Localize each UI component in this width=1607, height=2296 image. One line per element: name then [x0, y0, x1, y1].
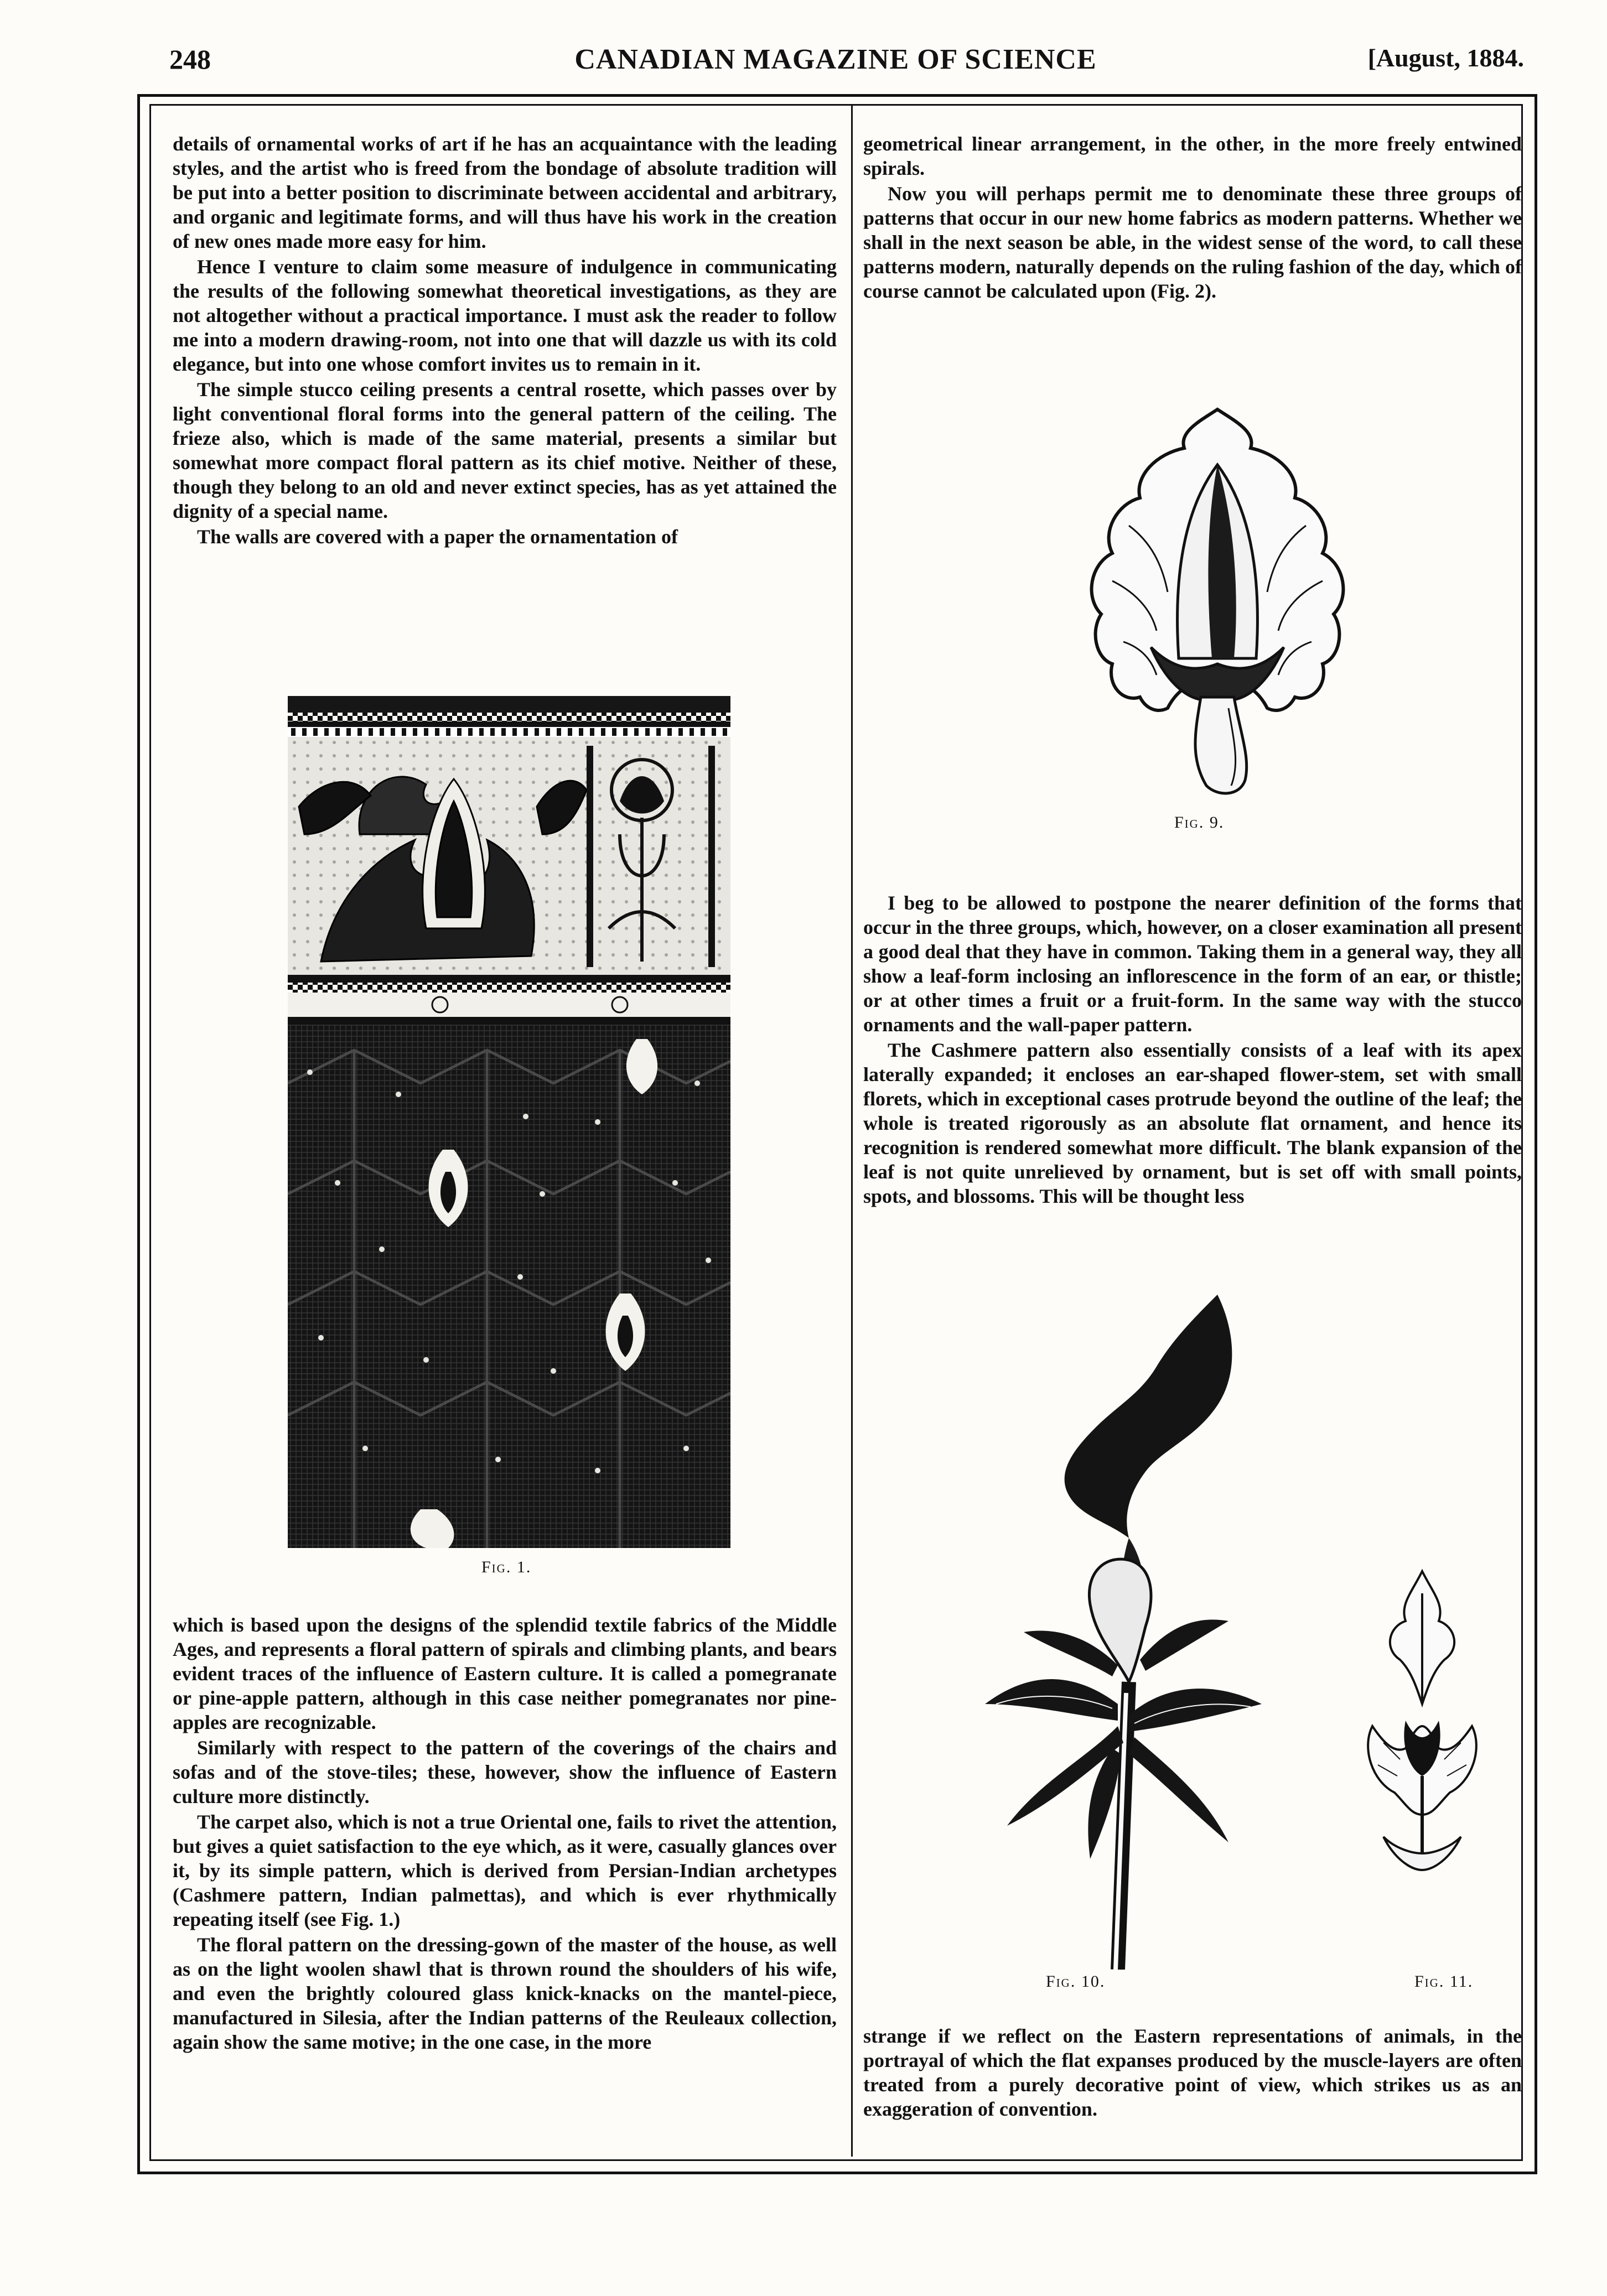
figure-10-caption: Fig. 10. [1046, 1972, 1106, 1991]
left-column-bottom-text [173, 1613, 837, 2054]
figure-11-ornament-illustration [1350, 1560, 1494, 1959]
right-column-bottom-text [863, 2024, 1522, 2121]
right-column-top-text [863, 132, 1522, 303]
right-column-middle-text [863, 891, 1522, 1208]
figure-10-plant-illustration [908, 1284, 1273, 1970]
paragraph: The Cashmere pattern also essentially consists of a leaf with its apex laterally expanded; it encloses an ear-shaped flower-stem, set with small florets, which in exceptional cases protrude beyond the outline of the leaf; the whole is treated rigorously as an absolute flat ornament, and hence its recognition is rendered somewhat more difficult. The blank expansion of the leaf is not quite unrelieved by ornament, but is set off with small points, spots, and blossoms. This will be thought less [863, 1039, 1522, 1207]
left-column-top-text [173, 132, 837, 549]
figure-1-caption: Fig. 1. [481, 1558, 532, 1576]
paragraph: The floral pattern on the dressing-gown of the master of the house, as well as on the light woolen shawl that is thrown round the shoulders of his wife, and even the brightly coloured glass knick-knacks on the mantel-piece, manufactured in Silesia, after the Indian patterns of the Reuleaux collection, again show the same motive; in the one case, in the more [173, 1934, 837, 2053]
paragraph: Hence I venture to claim some measure of indulgence in communicating the results of the following somewhat theoretical investigations, as they are not altogether without a practical importance. I must ask the reader to follow me into a modern drawing-room, not into one that will dazzle us with its cold elegance, but into one whose comfort invites us to remain in it. [173, 256, 837, 375]
figure-1-wallpaper-illustration [288, 696, 730, 1548]
paragraph: Similarly with respect to the pattern of the coverings of the chairs and sofas and of the stove-tiles; these, however, show the influence of Eastern culture more distinctly. [173, 1737, 837, 1807]
paragraph: The simple stucco ceiling presents a central rosette, which passes over by light conventional floral forms into the general pattern of the ceiling. The frieze also, which is made of the same material, presents a similar but somewhat more compact floral pattern as its chief motive. Neither of these, though they belong to an old and never extinct species, has as yet attained the dignity of a special name. [173, 378, 837, 522]
paragraph: which is based upon the designs of the splendid textile fabrics of the Middle Ages, and represents a floral pattern of spirals and climbing plants, and bears evident traces of the influence of Eastern culture. It is called a pomegranate or pine-apple pattern, although in this case neither pomegranates nor pine-apples are recognizable. [173, 1614, 837, 1733]
paragraph: strange if we reflect on the Eastern representations of animals, in the portrayal of which the flat expanses produced by the muscle-layers are often treated from a purely decorative point of view, which strikes us as an exaggeration of convention. [863, 2025, 1522, 2120]
paragraph: The carpet also, which is not a true Oriental one, fails to rivet the attention, but gives a quiet satisfaction to the eye which, as it were, casually glances over it, by its simple pattern, which is derived from Persian-Indian archetypes (Cashmere pattern, Indian palmettas), and which is ever rhythmically repeating itself (see Fig. 1.) [173, 1811, 837, 1930]
paragraph: details of ornamental works of art if he has an acquaintance with the leading styles, and the artist who is freed from the bondage of absolute tradition will be put into a better position to discriminate between accidental and arbitrary, and organic and legitimate forms, and will thus have his work in the creation of new ones made more easy for him. [173, 133, 837, 252]
figure-11-caption: Fig. 11. [1414, 1972, 1474, 1991]
journal-title: CANADIAN MAGAZINE OF SCIENCE [574, 44, 1097, 75]
page-number: 248 [169, 44, 211, 75]
paragraph: geometrical linear arrangement, in the other, in the more freely entwined spirals. [863, 133, 1522, 179]
paragraph: I beg to be allowed to postpone the nearer definition of the forms that occur in the three groups, which, however, on a closer examination all present a good deal that they have in common. Taking them in a general way, they all show a leaf-form inclosing an inflorescence in the form of an ear, or thistle; or at other times a fruit or a fruit-form. In the same way with the stucco ornaments and the wall-paper pattern. [863, 892, 1522, 1036]
column-divider [851, 105, 853, 2157]
figure-9-leaf-illustration [1068, 398, 1367, 808]
figure-9-caption: Fig. 9. [1174, 813, 1225, 832]
paragraph: The walls are covered with a paper the ornamentation of [197, 526, 678, 548]
paragraph: Now you will perhaps permit me to denominate these three groups of patterns that occur in our new home fabrics as modern patterns. Whether we shall in the next season be able, in the widest sense of the word, to call these patterns modern, naturally depends on the ruling fashion of the day, which of course cannot be calculated upon (Fig. 2). [863, 183, 1522, 302]
issue-date: [August, 1884. [1367, 44, 1524, 72]
